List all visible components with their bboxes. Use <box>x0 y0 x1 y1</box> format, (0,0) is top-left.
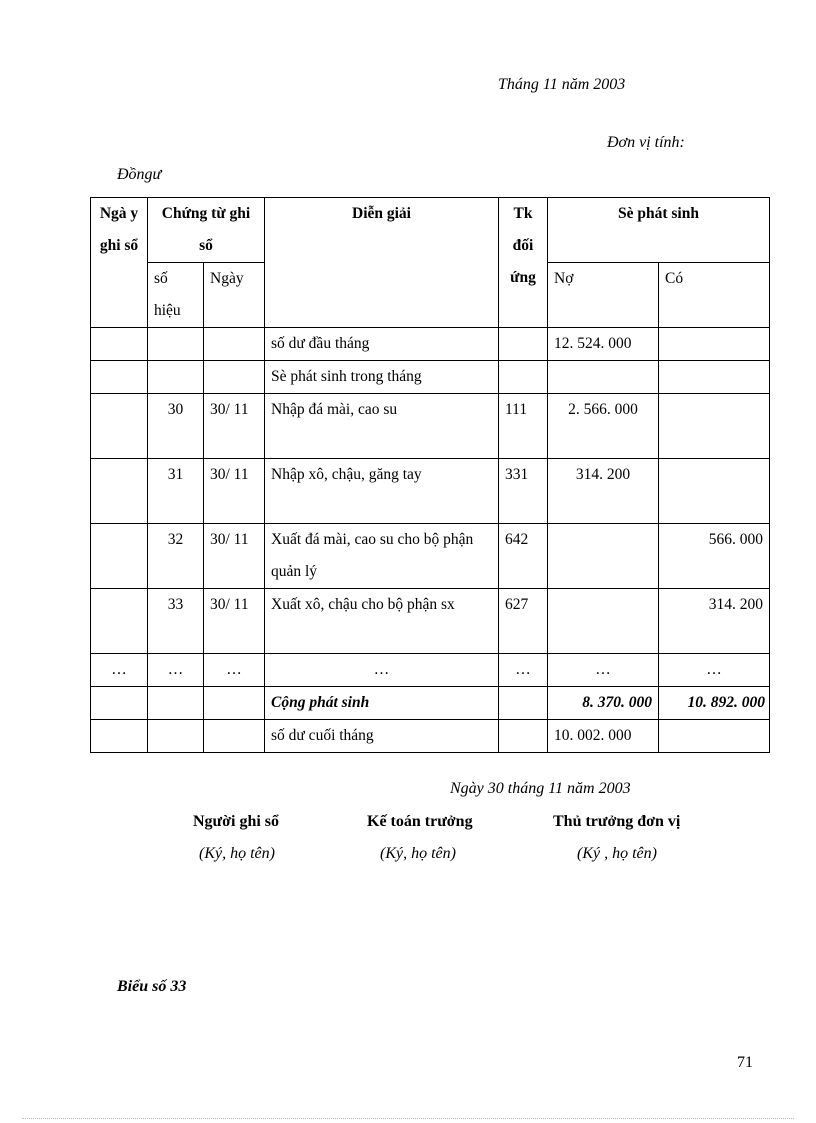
cell-number <box>148 328 204 361</box>
cell-description: … <box>265 654 499 687</box>
cell-account <box>499 687 548 720</box>
period-label: Tháng 11 năm 2003 <box>498 76 626 93</box>
cell-account: 111 <box>499 394 548 459</box>
cell-credit: 314. 200 <box>659 589 770 654</box>
cell-number <box>148 687 204 720</box>
recorder-note: (Ký, họ tên) <box>199 845 275 862</box>
cell-credit: 566. 000 <box>659 524 770 589</box>
header-row-1 <box>91 198 770 263</box>
table-row <box>91 361 770 394</box>
col-header-description: Diễn giải <box>265 198 499 328</box>
col-header-debit: Nợ <box>548 263 659 328</box>
cell-account <box>499 361 548 394</box>
cell-debit: 10. 002. 000 <box>548 720 659 753</box>
page-bottom-divider <box>22 1118 794 1119</box>
table-row <box>91 524 770 589</box>
cell-voucher-date <box>204 361 265 394</box>
cell-date <box>91 720 148 753</box>
cell-description: Nhập đá mài, cao su <box>265 394 499 459</box>
cell-date <box>91 459 148 524</box>
cell-debit: 12. 524. 000 <box>548 328 659 361</box>
cell-voucher-date <box>204 328 265 361</box>
cell-voucher-date: … <box>204 654 265 687</box>
cell-number: … <box>148 654 204 687</box>
table-row <box>91 720 770 753</box>
cell-account: 642 <box>499 524 548 589</box>
col-header-account: Tk đối ứng <box>499 198 548 328</box>
table-row <box>91 654 770 687</box>
cell-debit <box>548 361 659 394</box>
table-row <box>91 394 770 459</box>
cell-description: số dư đầu tháng <box>265 328 499 361</box>
col-header-credit: Có <box>659 263 770 328</box>
table-row <box>91 589 770 654</box>
cell-number: 32 <box>148 524 204 589</box>
cell-date <box>91 589 148 654</box>
cell-credit <box>659 361 770 394</box>
signature-date: Ngày 30 tháng 11 năm 2003 <box>450 780 631 797</box>
cell-description: Xuất xô, chậu cho bộ phận sx <box>265 589 499 654</box>
cell-number <box>148 720 204 753</box>
recorder-title: Người ghi sổ <box>193 813 280 830</box>
cell-debit <box>548 589 659 654</box>
unit-value: Đồngư <box>117 166 162 183</box>
col-header-voucher-number: số hiệu <box>148 263 204 328</box>
cell-account: 627 <box>499 589 548 654</box>
cell-description: Xuất đá mài, cao su cho bộ phận quản lý <box>265 524 499 589</box>
cell-credit <box>659 394 770 459</box>
cell-credit <box>659 459 770 524</box>
cell-voucher-date: 30/ 11 <box>204 394 265 459</box>
cell-account <box>499 328 548 361</box>
col-header-voucher-date: Ngày <box>204 263 265 328</box>
col-header-amount: Sè phát sinh <box>548 198 770 263</box>
cell-credit: 10. 892. 000 <box>659 687 770 720</box>
cell-date: … <box>91 654 148 687</box>
cell-debit: 8. 370. 000 <box>548 687 659 720</box>
director-note: (Ký , họ tên) <box>577 845 657 862</box>
cell-date <box>91 394 148 459</box>
cell-date <box>91 328 148 361</box>
director-title: Thủ trưởng đơn vị <box>553 813 681 830</box>
cell-account <box>499 720 548 753</box>
table-row-total <box>91 687 770 720</box>
col-header-date: Ngà y ghi sổ <box>91 198 148 328</box>
form-label: Biểu số 33 <box>117 978 187 995</box>
table-row <box>91 328 770 361</box>
cell-description: Sè phát sinh trong tháng <box>265 361 499 394</box>
table-row <box>91 459 770 524</box>
cell-number <box>148 361 204 394</box>
cell-number: 30 <box>148 394 204 459</box>
cell-number: 33 <box>148 589 204 654</box>
cell-date <box>91 524 148 589</box>
accountant-note: (Ký, họ tên) <box>380 845 456 862</box>
cell-credit <box>659 328 770 361</box>
cell-voucher-date: 30/ 11 <box>204 524 265 589</box>
cell-number: 31 <box>148 459 204 524</box>
cell-account: 331 <box>499 459 548 524</box>
cell-debit <box>548 524 659 589</box>
accountant-title: Kế toán trưởng <box>367 813 473 830</box>
cell-credit: … <box>659 654 770 687</box>
ledger-table <box>90 197 770 753</box>
cell-date <box>91 687 148 720</box>
page-number: 71 <box>737 1054 753 1071</box>
cell-date <box>91 361 148 394</box>
cell-voucher-date <box>204 687 265 720</box>
cell-debit: 2. 566. 000 <box>548 394 659 459</box>
cell-account: … <box>499 654 548 687</box>
cell-voucher-date <box>204 720 265 753</box>
col-header-voucher: Chứng từ ghi sổ <box>148 198 265 263</box>
cell-voucher-date: 30/ 11 <box>204 459 265 524</box>
cell-debit: … <box>548 654 659 687</box>
cell-description: Nhập xô, chậu, găng tay <box>265 459 499 524</box>
cell-description: số dư cuối tháng <box>265 720 499 753</box>
unit-label: Đơn vị tính: <box>607 134 685 151</box>
cell-description: Cộng phát sinh <box>265 687 499 720</box>
cell-debit: 314. 200 <box>548 459 659 524</box>
cell-voucher-date: 30/ 11 <box>204 589 265 654</box>
cell-credit <box>659 720 770 753</box>
